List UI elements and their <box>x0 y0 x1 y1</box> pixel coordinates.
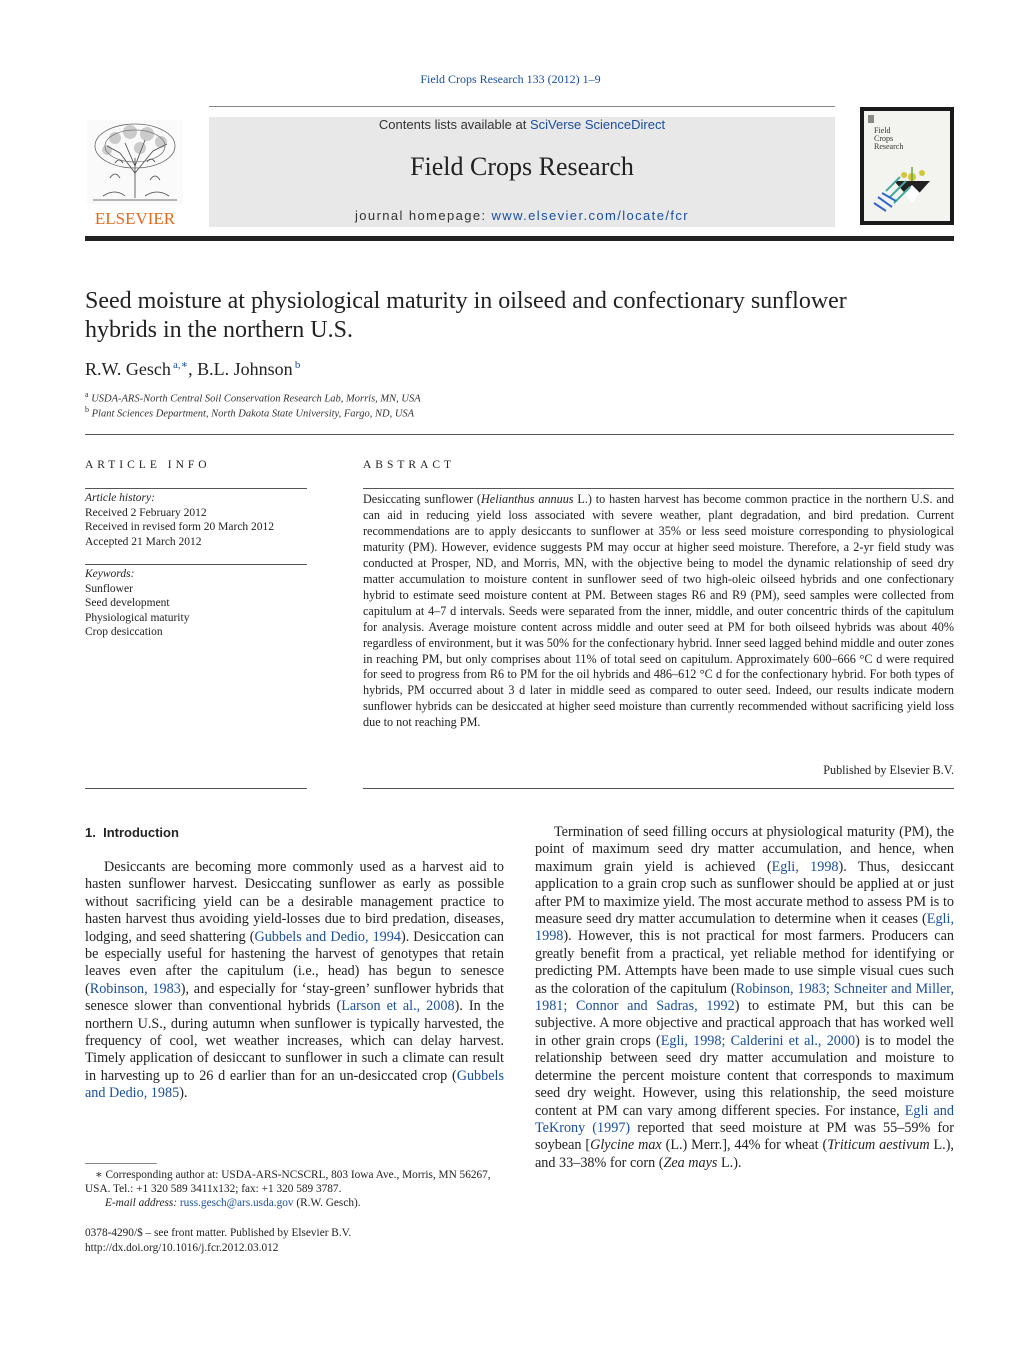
author-affiliation-link[interactable]: b <box>294 359 301 371</box>
contents-availability <box>209 117 835 132</box>
article-info-bottom-rule <box>85 788 307 789</box>
affiliation-text: USDA-ARS-North Central Soil Conservation Research Lab, Morris, MN, USA <box>91 393 421 405</box>
citation-link[interactable]: Egli, 1998 <box>771 858 839 875</box>
elsevier-logo[interactable] <box>85 118 185 228</box>
affiliation-marker: a <box>85 390 89 399</box>
header-thick-rule <box>85 236 954 241</box>
section-title: Introduction <box>103 825 179 840</box>
contents-prefix: Contents lists available at <box>378 117 530 132</box>
history-label: Article history: <box>85 492 155 504</box>
cover-art <box>864 111 950 221</box>
published-by: Published by Elsevier B.V. <box>823 763 954 777</box>
footnote-rule <box>85 1163 157 1164</box>
publisher-name: ELSEVIER <box>94 209 176 228</box>
title-line-2: hybrids in the northern U.S. <box>85 317 353 343</box>
intro-left-column <box>85 859 504 1103</box>
email-link[interactable]: russ.gesch@ars.usda.gov <box>179 1197 294 1209</box>
sciencedirect-link[interactable]: SciVerse ScienceDirect <box>529 117 666 132</box>
keywords-label: Keywords: <box>85 568 135 580</box>
article-title <box>85 287 965 345</box>
section-heading <box>85 825 179 840</box>
journal-reference[interactable]: Field Crops Research 133 (2012) 1–9 <box>420 72 601 86</box>
keyword-item: Sunflower <box>85 582 133 595</box>
section-number: 1. <box>85 825 96 840</box>
email-note <box>85 1196 524 1210</box>
article-info-heading: ARTICLE INFO <box>85 459 211 471</box>
species-name: Glycine max <box>590 1137 662 1154</box>
citation-link[interactable]: Egli and TeKrony (1997) <box>535 1102 954 1136</box>
corresponding-author-note: ∗ Corresponding author at: USDA-ARS-NCSCRL, 803 Iowa Ave., Morris, MN 56267, USA. Tel.: +1 320 589 3411x132; fax: +1 320 589 3787. <box>85 1169 491 1195</box>
abstract-part: Desiccating sunflower ( <box>363 492 481 506</box>
keyword-item: Seed development <box>85 597 170 610</box>
author-affiliation-link[interactable]: a,∗ <box>173 359 189 371</box>
title-line-1: Seed moisture at physiological maturity in oilseed and confectionary sunflower <box>85 288 847 314</box>
intro-paragraph: Termination of seed filling occurs at physiological maturity (PM), the point of maximum seed dry matter accumulation, and hence, when maximum grain yield is achieved (Egli, 1998). Thus, desiccant application to a grain crop such as sunflower should be applied at or just after PM to maximize yield. The most accurate method to assess PM is to measure seed dry matter accumulation to determine when it ceases (Egli, 1998). However, this is not practical for most farmers. Producers can greatly benefit from a practical, yet reliable method for identifying or predicting PM. Attempts have been made to use simple visual cues such as the coloration of the capitulum (Robinson, 1983; Schneiter and Miller, 1981; Connor and Sadras, 1992) to estimate PM, but this can be subjective. A more objective and practical approach that has worked well in other grain crops (Egli, 1998; Calderini et al., 2000) is to model the relationship between seed dry matter accumulation and moisture to determine the percent moisture content that corresponds to maximum seed dry weight. However, using this relationship, the seed moisture content at PM can vary among different species. For instance, Egli and TeKrony (1997) reported that seed moisture at PM was 55–59% for soybean [Glycine max (L.) Merr.], 44% for wheat (Triticum aestivum L.), and 33–38% for corn (Zea mays L.). <box>535 824 954 1171</box>
author-name: R.W. Gesch <box>85 359 171 379</box>
journal-banner <box>209 117 835 227</box>
journal-title: Field Crops Research <box>410 152 634 181</box>
email-label: E-mail address: <box>105 1197 180 1209</box>
article-history <box>85 491 307 549</box>
elsevier-tree-icon <box>85 118 185 228</box>
keyword-item: Physiological maturity <box>85 611 190 624</box>
author-separator: , <box>188 359 198 379</box>
affiliation <box>85 405 414 420</box>
abstract-heading: ABSTRACT <box>363 459 456 471</box>
homepage-link[interactable]: www.elsevier.com/locate/fcr <box>491 208 689 223</box>
abstract-species: Helianthus annuus <box>481 492 574 506</box>
intro-right-column <box>535 824 954 1172</box>
cover-title: Field Crops Research <box>874 126 904 151</box>
author-name: B.L. Johnson <box>197 359 293 379</box>
abstract-part: L.) to hasten harvest has become common practice in the northern U.S. and can aid in reducing yield loss associated with severe weather, plant degradation, and bird predation. Current recommendations are to apply desiccants to sunflower at 35% or less seed moisture corresponding to physiological maturity (PM). However, evidence suggests PM may occur at higher seed moisture. Therefore, a 2-yr field study was conducted at Prosper, ND, and Morris, MN, with the objective being to model the dynamic relationship of seed dry matter accumulation to moisture content in sunflower seed of two high-oleic oilseed hybrids and one confectionary hybrid to estimate seed moisture content at PM. Between stages R6 and R9 (PM), seed samples were collected from capitulum at 4–7 d intervals. Seeds were separated from the inner, middle, and outer concentric thirds of the capitulum for analysis. Average moisture content across middle and outer seed at PM for both oilseed hybrids was about 40% regardless of environment, but it was 50% for the confectionary hybrid. Inner seed lagged behind middle and outer zones in reaching PM, but only comprises about 11% of total seed on capitulum. Approximately 600–666 °C d were required for seed to progress from R6 to PM for the oil hybrids and 486–612 °C d for the confectionary hybrid. For both types of hybrids, PM occurred about 3 d later in middle seed as compared to outer seed. Indeed, our results indicate modern sunflower hybrids can be desiccated at higher seed moisture than currently recommended without sacrificing yield loss due to not reaching PM. <box>363 492 955 730</box>
email-suffix: (R.W. Gesch). <box>293 1197 361 1209</box>
citation-link[interactable]: Egli, 1998; Calderini et al., 2000 <box>660 1032 856 1049</box>
abstract-rule <box>363 488 954 489</box>
journal-homepage <box>209 208 835 223</box>
doi-link[interactable]: http://dx.doi.org/10.1016/j.fcr.2012.03.012 <box>85 1242 279 1254</box>
homepage-prefix: journal homepage: <box>355 208 492 223</box>
affiliation <box>85 390 421 405</box>
citation-link[interactable]: Gubbels and Dedio, 1994 <box>254 928 401 945</box>
abstract-text <box>363 492 954 731</box>
journal-cover[interactable] <box>860 107 954 225</box>
author-list <box>85 358 300 380</box>
cover-crop-icon <box>864 111 950 221</box>
keywords <box>85 567 307 640</box>
history-accepted: Accepted 21 March 2012 <box>85 535 202 548</box>
species-name: Triticum aestivum <box>827 1137 930 1154</box>
history-revised: Received in revised form 20 March 2012 <box>85 521 275 534</box>
title-block-rule <box>85 434 954 435</box>
citation-link[interactable]: Egli, 1998 <box>535 911 954 945</box>
citation-link[interactable]: Larson et al., 2008 <box>341 998 455 1015</box>
affiliation-marker: b <box>85 405 89 414</box>
abstract-bottom-rule <box>363 788 954 789</box>
keywords-rule <box>85 564 307 565</box>
intro-paragraph: Desiccants are becoming more commonly used as a harvest aid to hasten sunflower harvest. Desiccating sunflower as early as possible without sacrificing yield can be a desirable management practice to hasten harvest thus avoiding yield-losses due to bird predation, diseases, lodging, and seed shattering (Gubbels and Dedio, 1994). Desiccation can be especially useful for hastening the harvest of genotypes that retain leaves even after the capitulum (i.e., head) has begun to senesce (Robinson, 1983), and especially for ‘stay-green’ sunflower hybrids that senesce slower than conventional hybrids (Larson et al., 2008). In the northern U.S., during autumn when sunflower is typically harvested, the frequency of cool, wet weather increases, which can delay harvest. Timely application of desiccant to sunflower in such a climate can result in harvesting up to 26 d earlier than for an un-desiccated crop (Gubbels and Dedio, 1985). <box>85 859 504 1102</box>
history-received: Received 2 February 2012 <box>85 506 207 519</box>
citation-link[interactable]: Robinson, 1983 <box>89 980 181 997</box>
citation-link[interactable]: Gubbels and Dedio, 1985 <box>85 1067 504 1102</box>
keyword-item: Crop desiccation <box>85 626 163 639</box>
affiliation-text: Plant Sciences Department, North Dakota State University, Fargo, ND, USA <box>91 408 415 420</box>
article-info-rule <box>85 488 307 489</box>
issn-line: 0378-4290/$ – see front matter. Published by Elsevier B.V. <box>85 1227 352 1239</box>
species-name: Zea mays <box>663 1154 718 1171</box>
header-rule <box>209 106 835 107</box>
citation-link[interactable]: Robinson, 1983; Schneiter and Miller, 1981; Connor and Sadras, 1992 <box>535 980 954 1015</box>
